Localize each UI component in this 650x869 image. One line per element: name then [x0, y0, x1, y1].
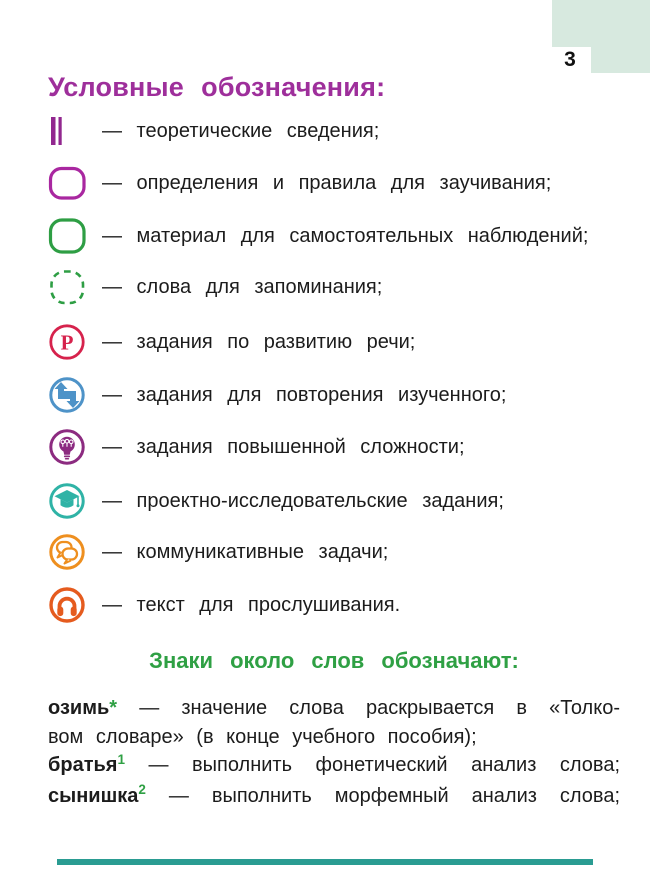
signs-heading: Знаки около слов обозначают:: [149, 648, 519, 673]
legend-item-listening: [48, 585, 400, 625]
sign-text: — выполнить фонетический анализ слова;: [148, 754, 620, 776]
page-corner-tab-lower: [591, 47, 650, 73]
letter-r: Р: [60, 330, 74, 355]
signs-paragraph: [48, 694, 620, 812]
asterisk-mark: *: [109, 697, 118, 719]
repeat-arrows-icon: [48, 376, 88, 414]
sign-entry-dictionary-cont: [48, 723, 620, 752]
theory-bars-icon: [48, 112, 88, 150]
legend-item-label: — текст для прослушивания.: [102, 593, 401, 616]
legend-item-label: — слова для запоминания;: [102, 275, 383, 298]
legend-item-project: [48, 481, 504, 521]
legend-item-label: — теоретические сведения;: [102, 119, 380, 142]
project-research-cap-icon: [48, 482, 88, 520]
listening-headphones-icon: [48, 586, 88, 624]
legend-item-repeat: [48, 375, 506, 415]
legend-item-label: — проектно-исследовательские задания;: [102, 489, 504, 512]
legend-item-speech: [48, 322, 415, 362]
legend-item-label: — задания для повторения изученного;: [102, 383, 507, 406]
sign-text: — выполнить морфемный анализ слова;: [168, 784, 620, 807]
footer-bar: [57, 859, 593, 865]
observation-frame-icon: [48, 217, 88, 255]
legend-item-label: — материал для самостоятельных наблюдений;: [102, 224, 589, 247]
legend-item-communication: [48, 532, 388, 572]
legend-item-label: — задания повышенной сложности;: [102, 435, 465, 458]
sign-word: сынишка: [48, 784, 139, 807]
legend-item-observation: [48, 216, 588, 256]
superscript-2-mark: 2: [138, 782, 146, 797]
page-number: 3: [564, 48, 576, 71]
speech-development-icon: [48, 323, 88, 361]
sign-word: озимь: [48, 697, 110, 719]
sign-text: — значение слова раскрывается в «Толко-: [139, 697, 620, 719]
memorize-dashed-frame-icon: [48, 268, 88, 306]
legend-item-rules: [48, 163, 551, 203]
sign-word: братья: [48, 754, 118, 776]
superscript-1-mark: 1: [117, 751, 125, 767]
rule-frame-icon: [48, 164, 88, 202]
legend-item-label: — коммуникативные задачи;: [102, 540, 389, 563]
page-corner-tab: [552, 0, 650, 47]
legend-item-theory: [48, 111, 379, 151]
sign-text: вом словаре» (в конце учебного пособия);: [48, 725, 477, 748]
legend-item-label: — задания по развитию речи;: [102, 330, 416, 353]
legend-item-label: — определения и правила для заучивания;: [102, 171, 552, 194]
sign-entry-morphemic: [48, 782, 620, 813]
sign-entry-dictionary: [48, 694, 620, 723]
page-title: Условные обозначения:: [48, 72, 386, 102]
legend-item-advanced: [48, 427, 465, 467]
legend-item-memorize: [48, 267, 382, 307]
communication-bubbles-icon: [48, 533, 88, 571]
sign-entry-phonetic: [48, 751, 620, 782]
advanced-task-bulb-icon: [48, 428, 88, 466]
